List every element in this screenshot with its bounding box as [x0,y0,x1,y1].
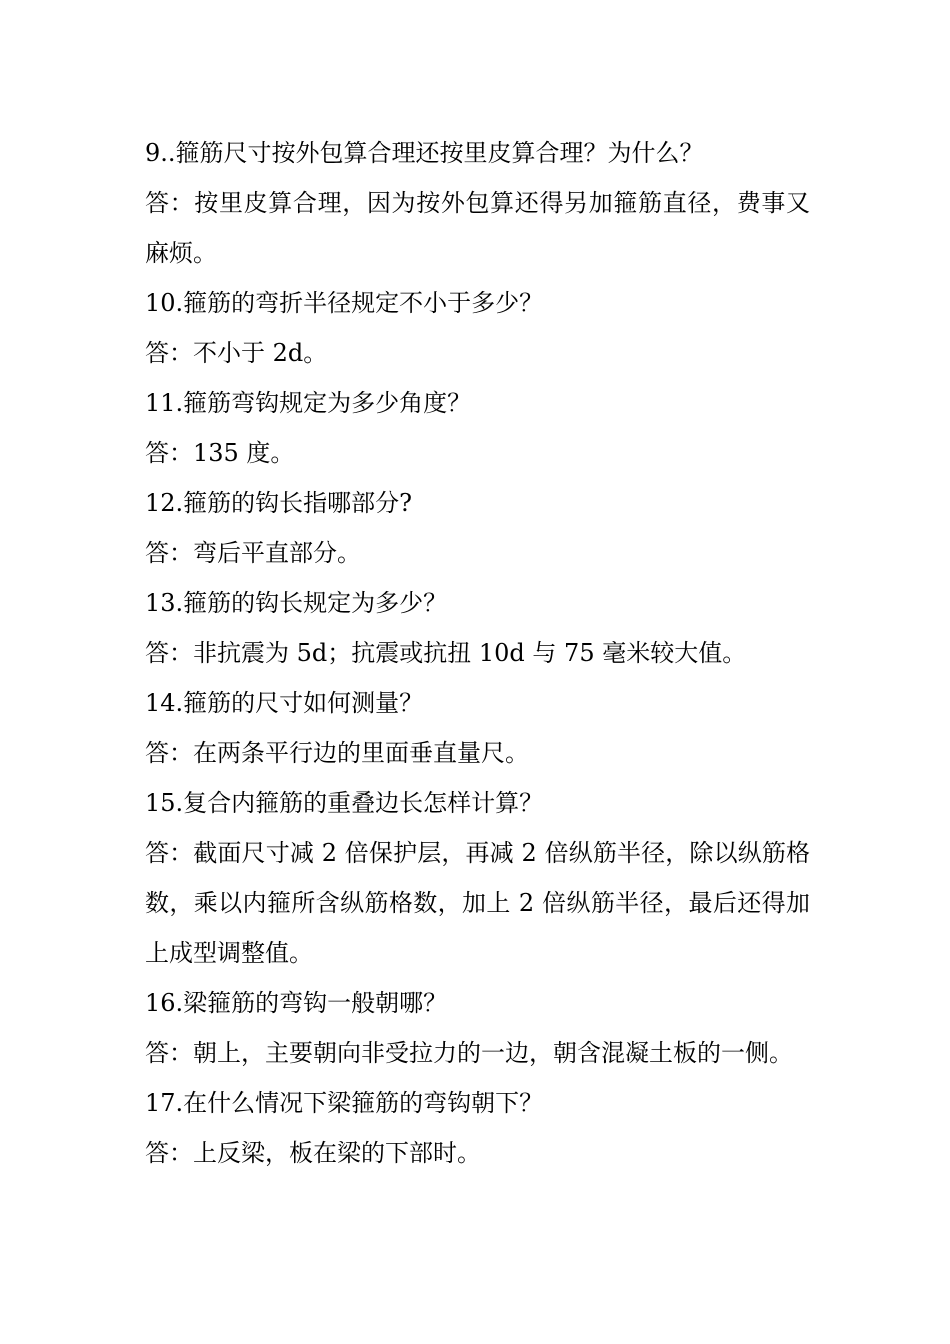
answer-12: 答：弯后平直部分。 [145,539,361,567]
answer-10: 答：不小于 2d。 [145,339,328,367]
answer-11: 答：135 度。 [145,439,295,467]
question-17: 17.在什么情况下梁箍筋的弯钩朝下？ [145,1089,544,1117]
answer-9: 答：按里皮算合理，因为按外包算还得另加箍筋直径，费事又麻烦。 [145,189,810,267]
question-9: 9..箍筋尺寸按外包算合理还按里皮算合理？为什么？ [145,139,704,167]
answer-13: 答：非抗震为 5d；抗震或抗扭 10d 与 75 毫米较大值。 [145,639,747,667]
question-13: 13.箍筋的钩长规定为多少？ [145,589,448,617]
document-body [145,128,810,1178]
answer-15: 答：截面尺寸减 2 倍保护层，再减 2 倍纵筋半径，除以纵筋格数，乘以内箍所含纵筋格数，加上 2 倍纵筋半径，最后还得加上成型调整值。 [145,839,810,967]
question-15: 15.复合内箍筋的重叠边长怎样计算？ [145,789,544,817]
answer-14: 答：在两条平行边的里面垂直量尺。 [145,739,529,767]
question-16: 16.梁箍筋的弯钩一般朝哪？ [145,989,448,1017]
answer-16: 答：朝上，主要朝向非受拉力的一边，朝含混凝土板的一侧。 [145,1039,793,1067]
question-14: 14.箍筋的尺寸如何测量？ [145,689,424,717]
answer-17: 答：上反梁，板在梁的下部时。 [145,1139,481,1167]
question-11: 11.箍筋弯钩规定为多少角度？ [145,389,472,417]
question-10: 10.箍筋的弯折半径规定不小于多少？ [145,289,544,317]
question-12: 12.箍筋的钩长指哪部分? [145,489,413,517]
